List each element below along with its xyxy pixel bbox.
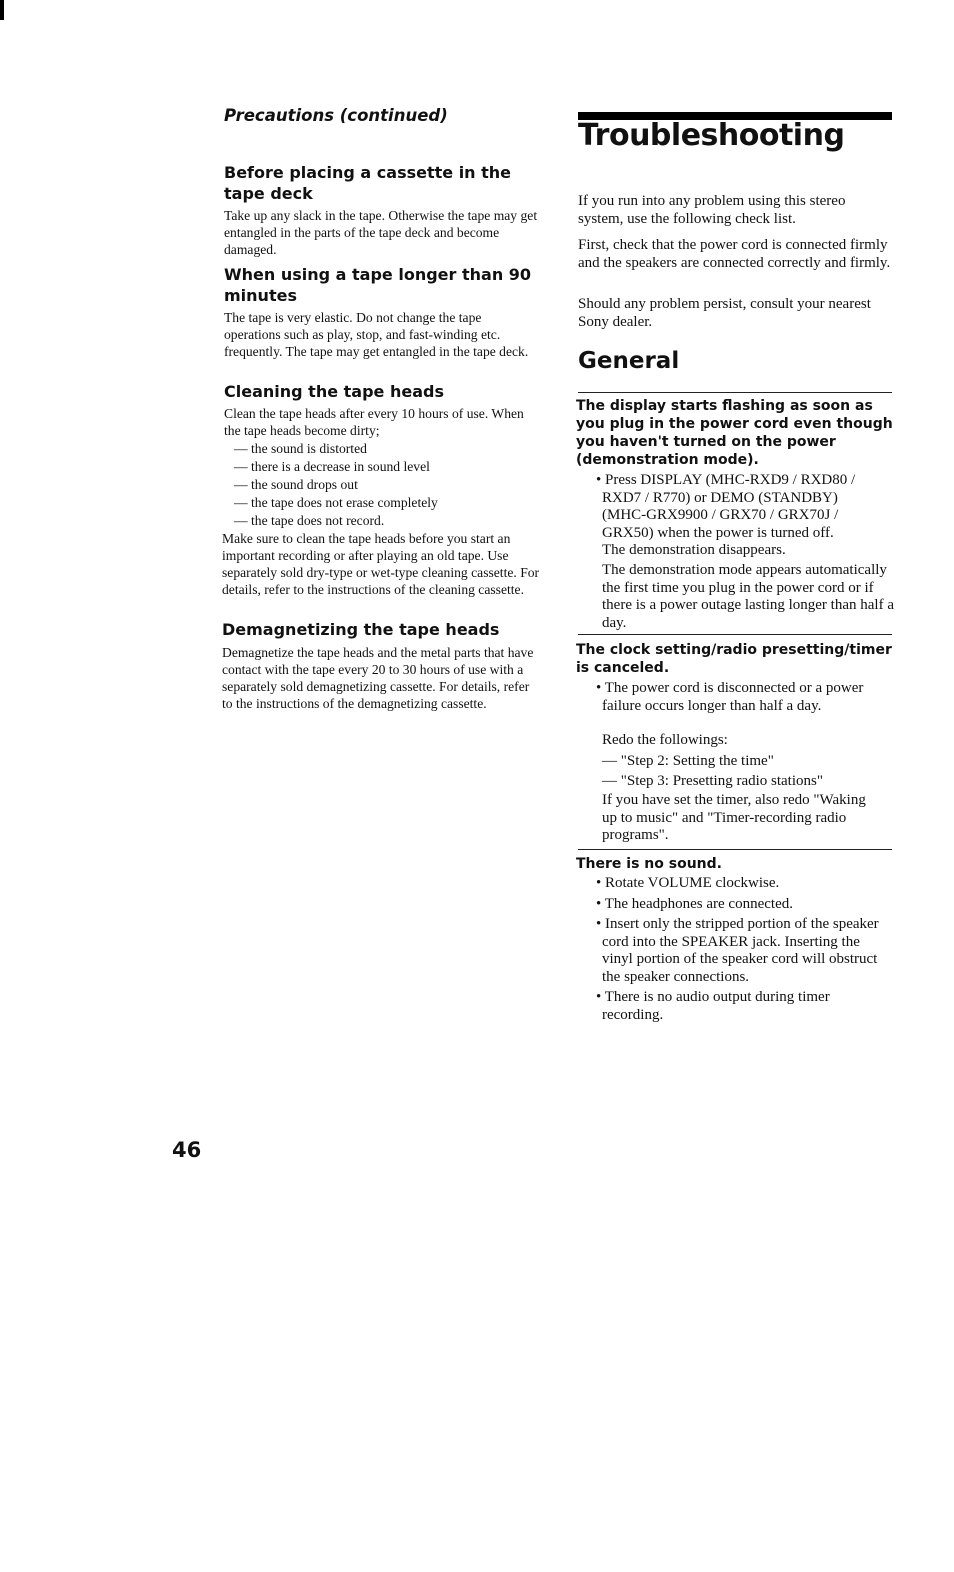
solution-item: • The power cord is disconnected or a power failure occurs longer than half a day.: [596, 680, 864, 714]
demo-mode-solutions: [576, 472, 876, 542]
dirty-symptoms-list: [222, 440, 550, 530]
redo-label: Redo the followings:: [602, 732, 728, 748]
demo-mode-explanation: The demonstration mode appears automatically the first time you plug in the power cord or if there is a power outage lasting longer than half a day.: [602, 562, 894, 631]
page-title: Troubleshooting: [578, 118, 845, 153]
heading-long-tape: When using a tape longer than 90 minutes: [224, 265, 532, 305]
body-long-tape: The tape is very elastic. Do not change the tape operations such as play, stop, and fast-winding etc. frequently. The tape may get entangled in the tape deck.: [224, 310, 529, 359]
scan-edge-mark: [0, 0, 4, 20]
intro-dealer: Should any problem persist, consult your nearest Sony dealer.: [578, 296, 871, 330]
divider: [578, 849, 892, 850]
problem-heading-clock-canceled: The clock setting/radio presetting/timer is canceled.: [576, 642, 892, 676]
body-cleaning-intro: Clean the tape heads after every 10 hours of use. When the tape heads become dirty;: [224, 406, 524, 438]
intro-power-cord: First, check that the power cord is connected firmly and the speakers are connected correctly and firmly.: [578, 237, 891, 271]
divider: [578, 392, 892, 393]
solution-item: • Rotate VOLUME clockwise.: [596, 875, 780, 891]
list-item: — "Step 3: Presetting radio stations": [602, 773, 823, 789]
problem-heading-demo-mode: The display starts flashing as soon as you plug in the power cord even though you haven't turned on the power (demonstration mode).: [576, 398, 893, 468]
body-cassette-placement: Take up any slack in the tape. Otherwise the tape may get entangled in the parts of the tape deck and become damaged.: [224, 208, 538, 257]
heading-cleaning-heads: Cleaning the tape heads: [224, 382, 444, 401]
body-demagnetizing: Demagnetize the tape heads and the metal parts that have contact with the tape every 20 to 30 hours of use with a separately sold demagnetizing cassette. For details, refer to the instructions of the demagnetizing cassette.: [222, 645, 534, 711]
redo-steps-list: [576, 751, 902, 791]
solution-item: • The headphones are connected.: [596, 895, 793, 912]
clock-canceled-solutions: [576, 680, 872, 715]
timer-redo-note: If you have set the timer, also redo "Waking up to music" and "Timer-recording radio programs".: [602, 792, 866, 843]
heading-cassette-placement: Before placing a cassette in the tape deck: [224, 163, 512, 203]
list-item: — "Step 2: Setting the time": [602, 753, 774, 769]
section-heading-general: General: [578, 348, 680, 374]
solution-item: • Press DISPLAY (MHC-RXD9 / RXD80 / RXD7 / R770) or DEMO (STANDBY) (MHC-GRX9900 / GRX70 / GRX70J / GRX50) when the power is turned off.: [596, 472, 856, 541]
list-item: — the tape does not record.: [234, 513, 385, 528]
divider: [578, 634, 892, 635]
solution-item: • There is no audio output during timer recording.: [596, 989, 830, 1023]
list-item: — the tape does not erase completely: [234, 495, 438, 510]
list-item: — the sound drops out: [234, 477, 358, 492]
problem-heading-no-sound: There is no sound.: [576, 856, 722, 872]
demo-disappears-note: The demonstration disappears.: [602, 542, 786, 558]
list-item: — there is a decrease in sound level: [234, 459, 430, 474]
heading-demagnetizing: Demagnetizing the tape heads: [222, 620, 500, 639]
body-cleaning-advice: Make sure to clean the tape heads before you start an important recording or after playing an old tape. Use separately sold dry-type or wet-type cleaning cassette. For details, refer to the instructions of the cleaning cassette.: [222, 531, 540, 597]
list-item: — the sound is distorted: [234, 441, 367, 456]
intro-checklist: If you run into any problem using this stereo system, use the following check list.: [578, 193, 846, 227]
no-sound-solutions: [576, 875, 886, 1024]
running-head: Precautions (continued): [224, 106, 448, 125]
solution-item: • Insert only the stripped portion of the speaker cord into the SPEAKER jack. Inserting the vinyl portion of the speaker cord will obstruct the speaker connections.: [596, 916, 879, 985]
page-number: 46: [172, 1138, 202, 1162]
